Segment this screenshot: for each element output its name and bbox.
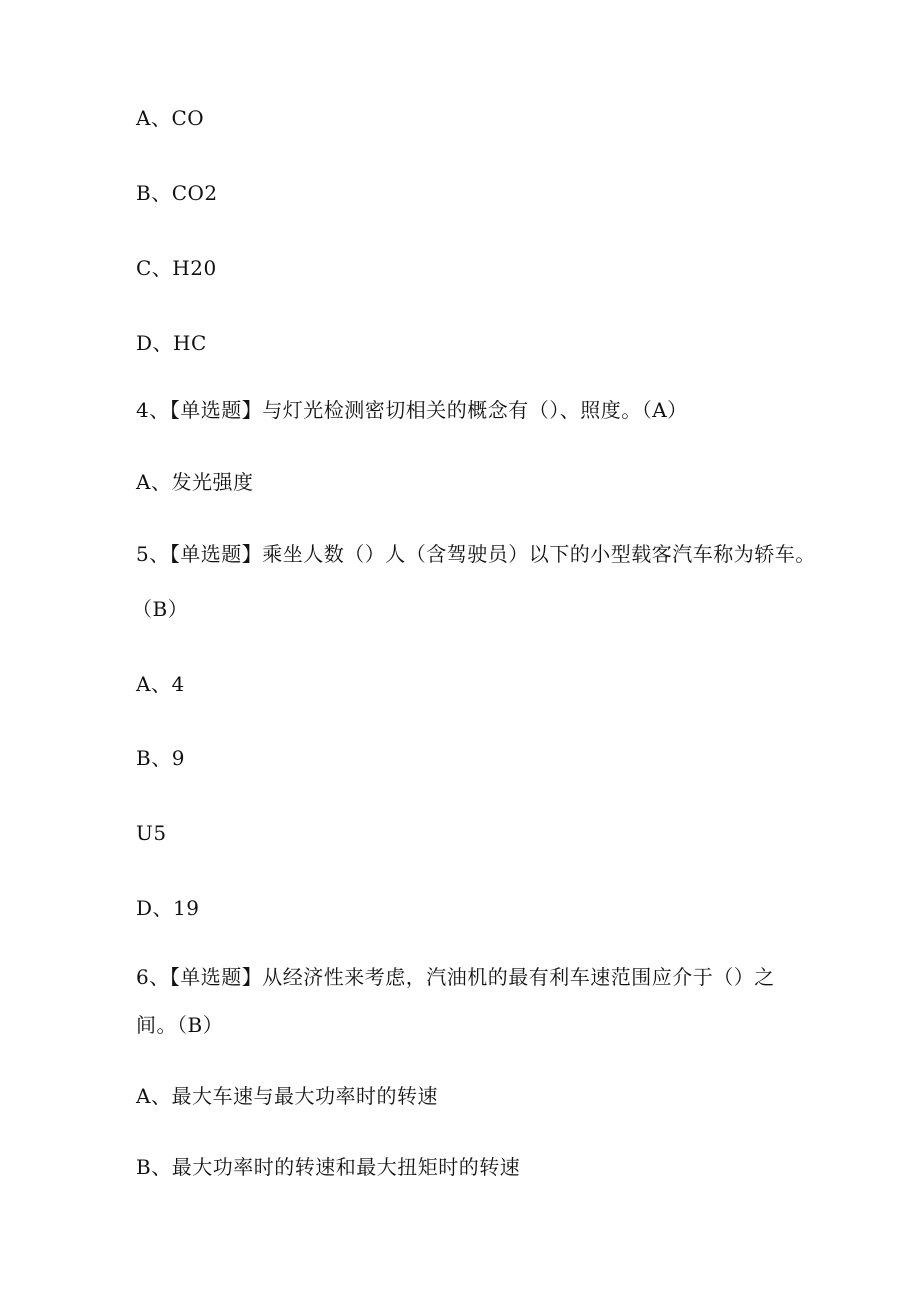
q5-option-a: A、4 [136,672,185,696]
q5-option-b: B、9 [136,746,185,770]
question-4: 4、【单选题】与灯光检测密切相关的概念有（）、照度。（A） [136,398,688,422]
option-a-co: A、CO [136,106,205,130]
q4-option-a: A、发光强度 [136,470,254,494]
option-b-co2: B、CO2 [136,181,218,205]
q6-option-a: A、最大车速与最大功率时的转速 [136,1084,438,1108]
question-5: 5、【单选题】乘坐人数（）人（含驾驶员）以下的小型载客汽车称为轿车。 [136,542,816,566]
question-6-continued: 间。（B） [136,1013,224,1037]
q6-option-b: B、最大功率时的转速和最大扭矩时的转速 [136,1155,521,1179]
option-d-hc: D、HC [136,331,207,355]
question-6: 6、【单选题】从经济性来考虑，汽油机的最有利车速范围应介于（）之 [136,965,775,989]
question-5-answer: （B） [132,597,189,621]
q5-option-d: D、19 [136,896,200,920]
option-c-h20: C、H20 [136,256,217,280]
q5-option-c: U5 [136,821,167,845]
